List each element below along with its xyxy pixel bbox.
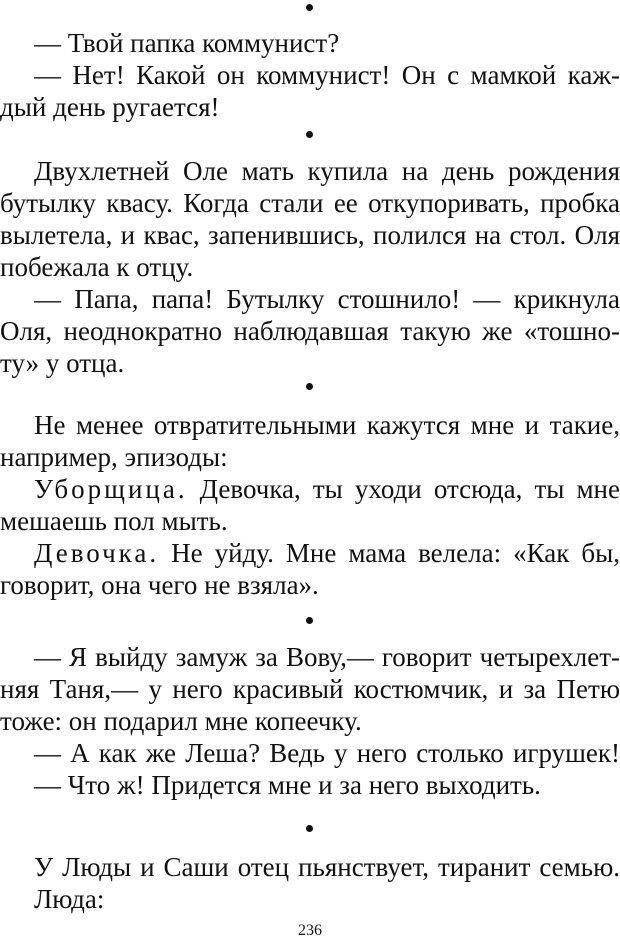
text-line: — Нет! Какой он коммунист! Он с мамкой каж- bbox=[34, 60, 620, 90]
dialogue-line bbox=[0, 59, 620, 91]
dialogue-line bbox=[0, 769, 620, 801]
paragraph-line bbox=[0, 851, 620, 883]
section-separator-dot bbox=[306, 825, 313, 832]
dialogue-line bbox=[0, 505, 620, 537]
text-line: вылетела, и квас, запенившись, полился на стол. Оля bbox=[0, 220, 620, 250]
text-line: тоже: он подарил мне копеечку. bbox=[0, 706, 362, 736]
text-line: Не уйду. Мне мама велела: «Как бы, bbox=[159, 538, 620, 568]
text-line: — Что ж! Придется мне и за него выходить. bbox=[34, 770, 541, 800]
text-line: Люда: bbox=[34, 884, 105, 914]
dialogue-line bbox=[0, 315, 620, 347]
dialogue-line bbox=[0, 283, 620, 315]
dialogue-line bbox=[0, 27, 620, 59]
dialogue-line bbox=[0, 537, 620, 569]
text-line: Девочка, ты уходи отсюда, ты мне bbox=[187, 474, 620, 504]
paragraph-line bbox=[0, 155, 620, 187]
section-separator-dot bbox=[306, 4, 313, 11]
text-line: дый день ругается! bbox=[0, 92, 220, 122]
text-line: Двухлетней Оле мать купила на день рождения bbox=[34, 156, 620, 186]
paragraph-line bbox=[0, 219, 620, 251]
dialogue-line bbox=[0, 705, 620, 737]
dialogue-line bbox=[0, 737, 620, 769]
paragraph-line bbox=[0, 251, 620, 283]
dialogue-line bbox=[0, 569, 620, 601]
section-separator-dot bbox=[306, 131, 313, 138]
text-line: ту» у отца. bbox=[0, 348, 125, 378]
text-line: — Папа, папа! Бутылку стошнило! — крикнула bbox=[34, 284, 620, 314]
text-line: например, эпизоды: bbox=[0, 442, 228, 472]
dialogue-line bbox=[0, 641, 620, 673]
text-line: Оля, неоднократно наблюдавшая такую же «тошно- bbox=[0, 316, 620, 346]
dialogue-line bbox=[0, 347, 620, 379]
text-line: — А как же Леша? Ведь у него столько игрушек! bbox=[34, 738, 620, 768]
text-line: У Люды и Саши отец пьянствует, тиранит семью. bbox=[34, 852, 620, 882]
section-separator-dot bbox=[306, 617, 313, 624]
text-line: говорит, она чего не взяла». bbox=[0, 570, 319, 600]
text-line: — Твой папка коммунист? bbox=[34, 28, 340, 58]
text-line: няя Таня,— у него красивый костюмчик, и за Петю bbox=[0, 674, 620, 704]
text-line: бутылку квасу. Когда стали ее откупоривать, пробка bbox=[0, 188, 620, 218]
speaker-name: Девочка. bbox=[34, 538, 160, 568]
text-line: — Я выйду замуж за Вову,— говорит четырехлет- bbox=[34, 642, 620, 672]
page-number: 236 bbox=[298, 922, 322, 939]
dialogue-line bbox=[0, 473, 620, 505]
paragraph-line bbox=[0, 441, 620, 473]
dialogue-line bbox=[0, 91, 620, 123]
speaker-name: Уборщица. bbox=[34, 474, 188, 504]
text-line: мешаешь пол мыть. bbox=[0, 506, 228, 536]
paragraph-line bbox=[0, 883, 620, 915]
text-line: побежала к отцу. bbox=[0, 252, 194, 282]
section-separator-dot bbox=[306, 383, 313, 390]
paragraph-line bbox=[0, 187, 620, 219]
dialogue-line bbox=[0, 673, 620, 705]
paragraph-line bbox=[0, 409, 620, 441]
text-line: Не менее отвратительными кажутся мне и такие, bbox=[34, 410, 620, 440]
